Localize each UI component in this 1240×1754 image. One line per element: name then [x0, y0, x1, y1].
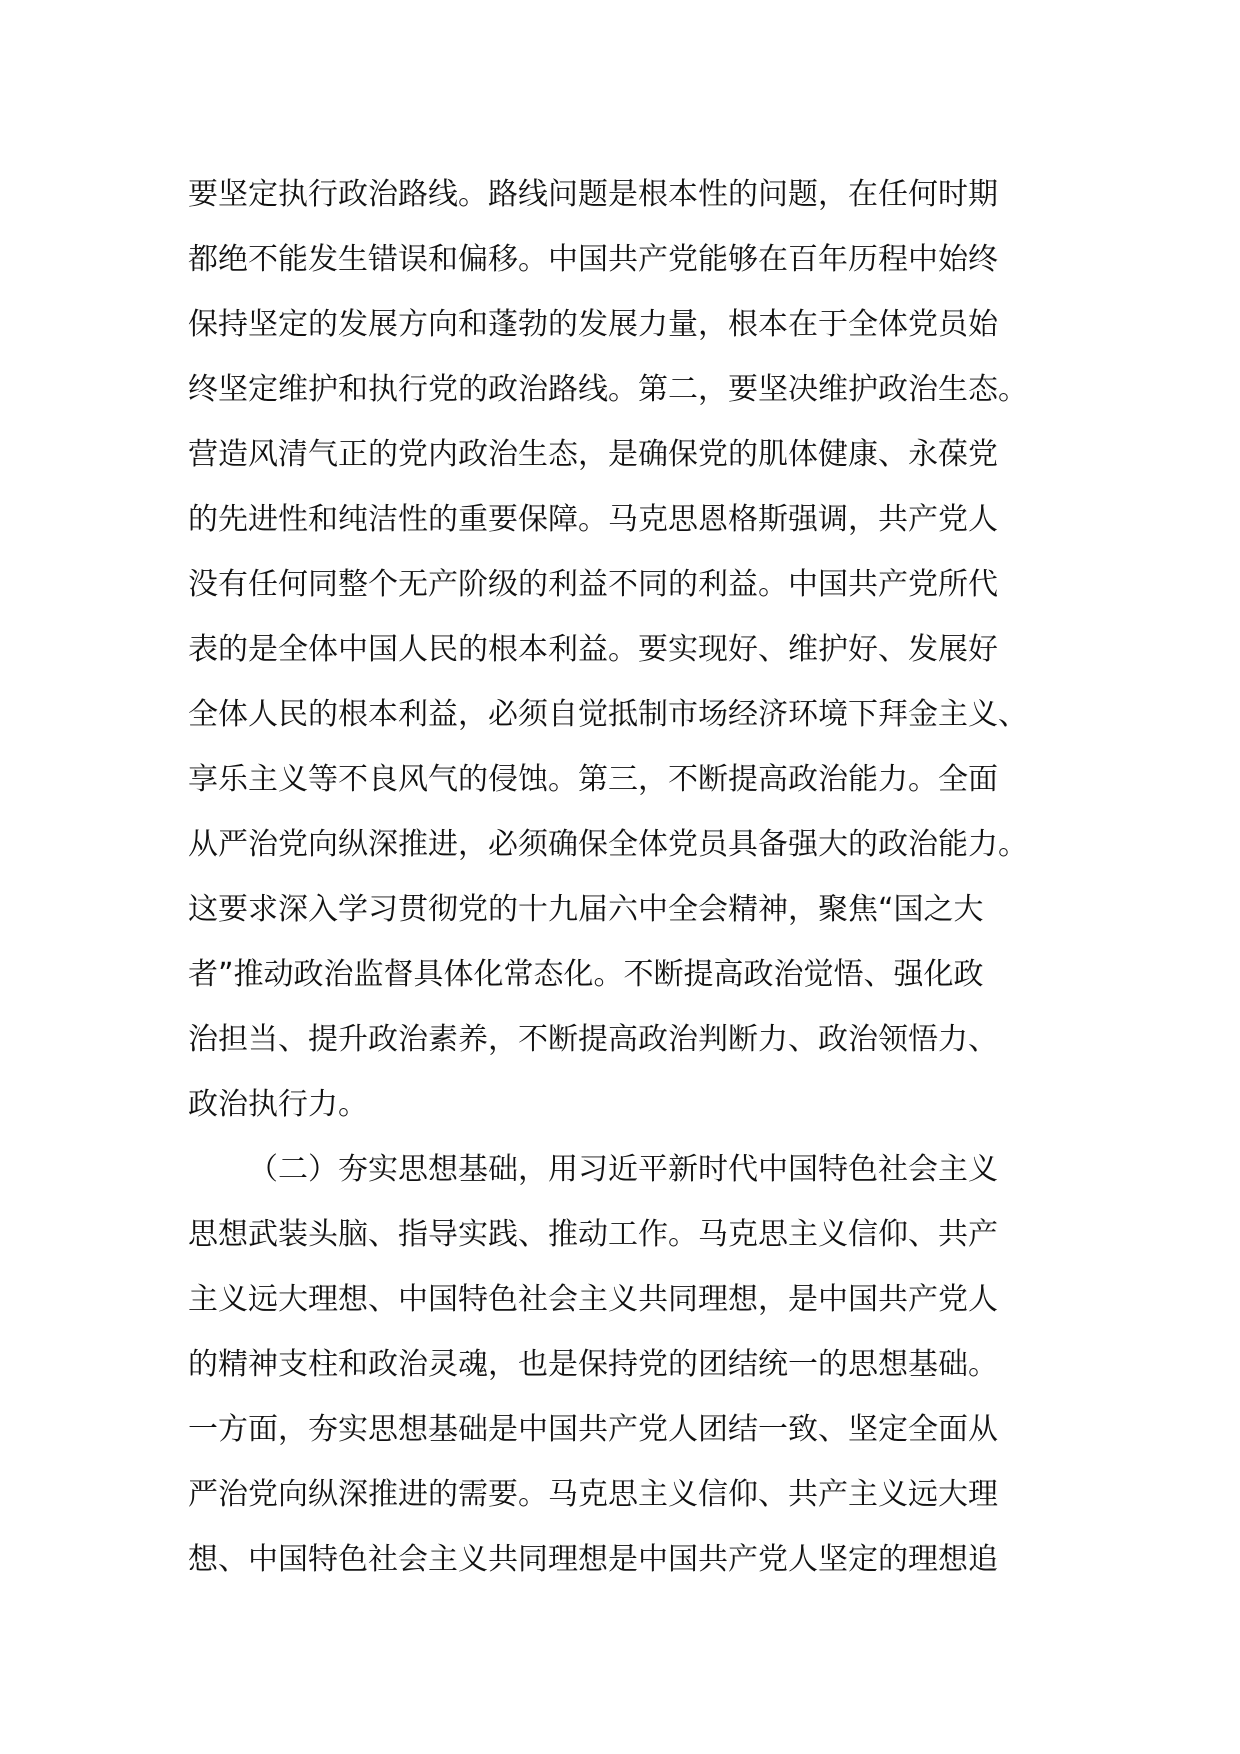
text-line: 终坚定维护和执行党的政治路线。第二，要坚决维护政治生态。: [188, 372, 1028, 407]
text-line: 享乐主义等不良风气的侵蚀。第三，不断提高政治能力。全面: [188, 762, 998, 797]
text-line: 想、中国特色社会主义共同理想是中国共产党人坚定的理想追: [188, 1542, 998, 1577]
text-line: 这要求深入学习贯彻党的十九届六中全会精神，聚焦“国之大: [188, 892, 984, 927]
text-line: 政治执行力。: [188, 1087, 368, 1122]
text-line: 一方面，夯实思想基础是中国共产党人团结一致、坚定全面从: [188, 1412, 998, 1447]
text-line: 营造风清气正的党内政治生态，是确保党的肌体健康、永葆党: [188, 437, 998, 472]
text-line: 者”推动政治监督具体化常态化。不断提高政治觉悟、强化政: [188, 957, 984, 992]
section-heading-line: （二）夯实思想基础，用习近平新时代中国特色社会主义: [248, 1152, 998, 1187]
text-line: 表的是全体中国人民的根本利益。要实现好、维护好、发展好: [188, 632, 998, 667]
text-line: 从严治党向纵深推进，必须确保全体党员具备强大的政治能力。: [188, 827, 1028, 862]
text-line: 思想武装头脑、指导实践、推动工作。马克思主义信仰、共产: [188, 1217, 998, 1252]
text-line: 治担当、提升政治素养，不断提高政治判断力、政治领悟力、: [188, 1022, 998, 1057]
text-line: 主义远大理想、中国特色社会主义共同理想，是中国共产党人: [188, 1282, 998, 1317]
text-line: 严治党向纵深推进的需要。马克思主义信仰、共产主义远大理: [188, 1477, 998, 1512]
text-line: 全体人民的根本利益，必须自觉抵制市场经济环境下拜金主义、: [188, 697, 1028, 732]
text-line: 的先进性和纯洁性的重要保障。马克思恩格斯强调，共产党人: [188, 502, 998, 537]
text-line: 保持坚定的发展方向和蓬勃的发展力量，根本在于全体党员始: [188, 307, 998, 342]
text-line: 要坚定执行政治路线。路线问题是根本性的问题，在任何时期: [188, 177, 998, 212]
body-text: [188, 162, 1068, 1592]
text-line: 没有任何同整个无产阶级的利益不同的利益。中国共产党所代: [188, 567, 998, 602]
text-line: 的精神支柱和政治灵魂，也是保持党的团结统一的思想基础。: [188, 1347, 998, 1382]
text-line: 都绝不能发生错误和偏移。中国共产党能够在百年历程中始终: [188, 242, 998, 277]
